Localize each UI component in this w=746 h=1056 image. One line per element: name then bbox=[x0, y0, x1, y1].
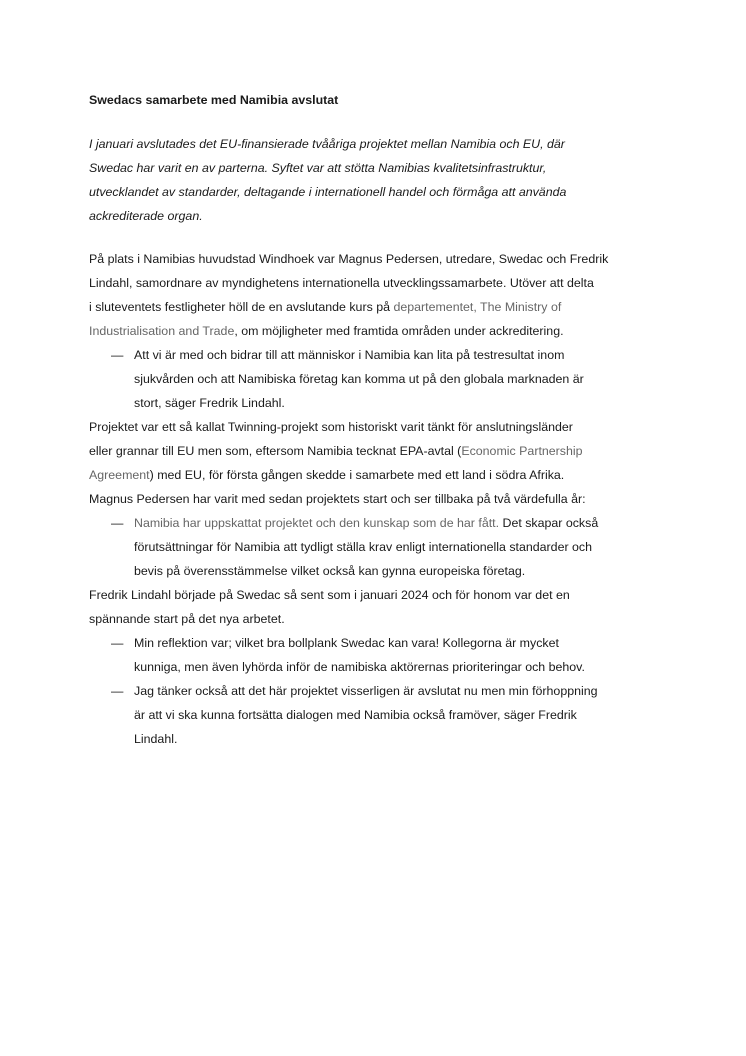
text-run-ministry-cont: Industrialisation and Trade bbox=[89, 324, 235, 338]
paragraph-line: Magnus Pedersen har varit med sedan projektets start och ser tillbaka på två värdefulla år: bbox=[89, 492, 586, 506]
text-run: Det skapar också bbox=[499, 516, 599, 530]
quote-lindahl-1 bbox=[89, 343, 660, 415]
quote-line: bevis på överensstämmelse vilket också kan gynna europeiska företag. bbox=[134, 564, 526, 578]
paragraph-line: Lindahl, samordnare av myndighetens internationella utvecklingssamarbete. Utöver att delta bbox=[89, 276, 594, 290]
paragraph-line: Projektet var ett så kallat Twinning-projekt som historiskt varit tänkt för anslutningsländer bbox=[89, 420, 573, 434]
quote-dash: — bbox=[111, 636, 124, 650]
paragraph-twinning bbox=[89, 415, 660, 511]
quote-line: stort, säger Fredrik Lindahl. bbox=[134, 396, 285, 410]
quote-line: kunniga, men även lyhörda inför de namibiska aktörernas prioriteringar och behov. bbox=[134, 660, 585, 674]
quote-line: är att vi ska kunna fortsätta dialogen med Namibia också framöver, säger Fredrik bbox=[134, 708, 577, 722]
text-run-epa: Economic Partnership bbox=[461, 444, 583, 458]
quote-lindahl-2 bbox=[89, 631, 660, 679]
text-run-epa-cont: Agreement bbox=[89, 468, 150, 482]
quote-line: förutsättningar för Namibia att tydligt ställa krav enligt internationella standarder och bbox=[134, 540, 593, 554]
paragraph-line: spännande start på det nya arbetet. bbox=[89, 612, 285, 626]
text-run: , bbox=[473, 300, 481, 314]
quote-dash: — bbox=[111, 516, 124, 530]
quote-dash: — bbox=[111, 348, 124, 362]
text-run: eller grannar till EU men som, eftersom Namibia tecknat EPA-avtal ( bbox=[89, 444, 462, 458]
lede-line: Swedac har varit en av parterna. Syftet var att stötta Namibias kvalitetsinfrastruktur, bbox=[89, 161, 547, 175]
text-run-ministry: The Ministry of bbox=[480, 300, 562, 314]
paragraph-windhoek bbox=[89, 247, 660, 343]
quote-line: sjukvården och att Namibiska företag kan komma ut på den globala marknaden är bbox=[134, 372, 584, 386]
quote-line bbox=[134, 511, 660, 535]
article-title: Swedacs samarbete med Namibia avslutat bbox=[89, 93, 339, 107]
article-lede bbox=[89, 132, 660, 228]
paragraph-lindahl-start bbox=[89, 583, 660, 631]
text-run-departementet: departementet bbox=[393, 300, 474, 314]
quote-pedersen bbox=[89, 511, 660, 583]
text-run: , om möjligheter med framtida områden under ackreditering. bbox=[234, 324, 564, 338]
paragraph-line bbox=[89, 295, 660, 319]
paragraph-line bbox=[89, 439, 660, 463]
quote-dash: — bbox=[111, 684, 124, 698]
quote-line: Att vi är med och bidrar till att människor i Namibia kan lita på testresultat inom bbox=[134, 348, 565, 362]
lede-line: ackrediterade organ. bbox=[89, 209, 203, 223]
lede-line: I januari avslutades det EU-finansierade tvååriga projektet mellan Namibia och EU, där bbox=[89, 137, 565, 151]
text-run-muted: Namibia har uppskattat projektet och den kunskap som de har fått. bbox=[134, 516, 500, 530]
quote-line: Min reflektion var; vilket bra bollplank Swedac kan vara! Kollegorna är mycket bbox=[134, 636, 559, 650]
paragraph-line bbox=[89, 463, 660, 487]
text-run: ) med EU, för första gången skedde i samarbete med ett land i södra Afrika. bbox=[149, 468, 565, 482]
quote-line: Lindahl. bbox=[134, 732, 178, 746]
quote-line: Jag tänker också att det här projektet visserligen är avslutat nu men min förhoppning bbox=[134, 684, 598, 698]
paragraph-line bbox=[89, 319, 660, 343]
paragraph-line: På plats i Namibias huvudstad Windhoek var Magnus Pedersen, utredare, Swedac och Fredrik bbox=[89, 252, 609, 266]
lede-line: utvecklandet av standarder, deltagande i internationell handel och förmåga att använda bbox=[89, 185, 567, 199]
text-run: i sluteventets festligheter höll de en avslutande kurs på bbox=[89, 300, 394, 314]
quote-lindahl-3 bbox=[89, 679, 660, 751]
paragraph-line: Fredrik Lindahl började på Swedac så sent som i januari 2024 och för honom var det en bbox=[89, 588, 570, 602]
